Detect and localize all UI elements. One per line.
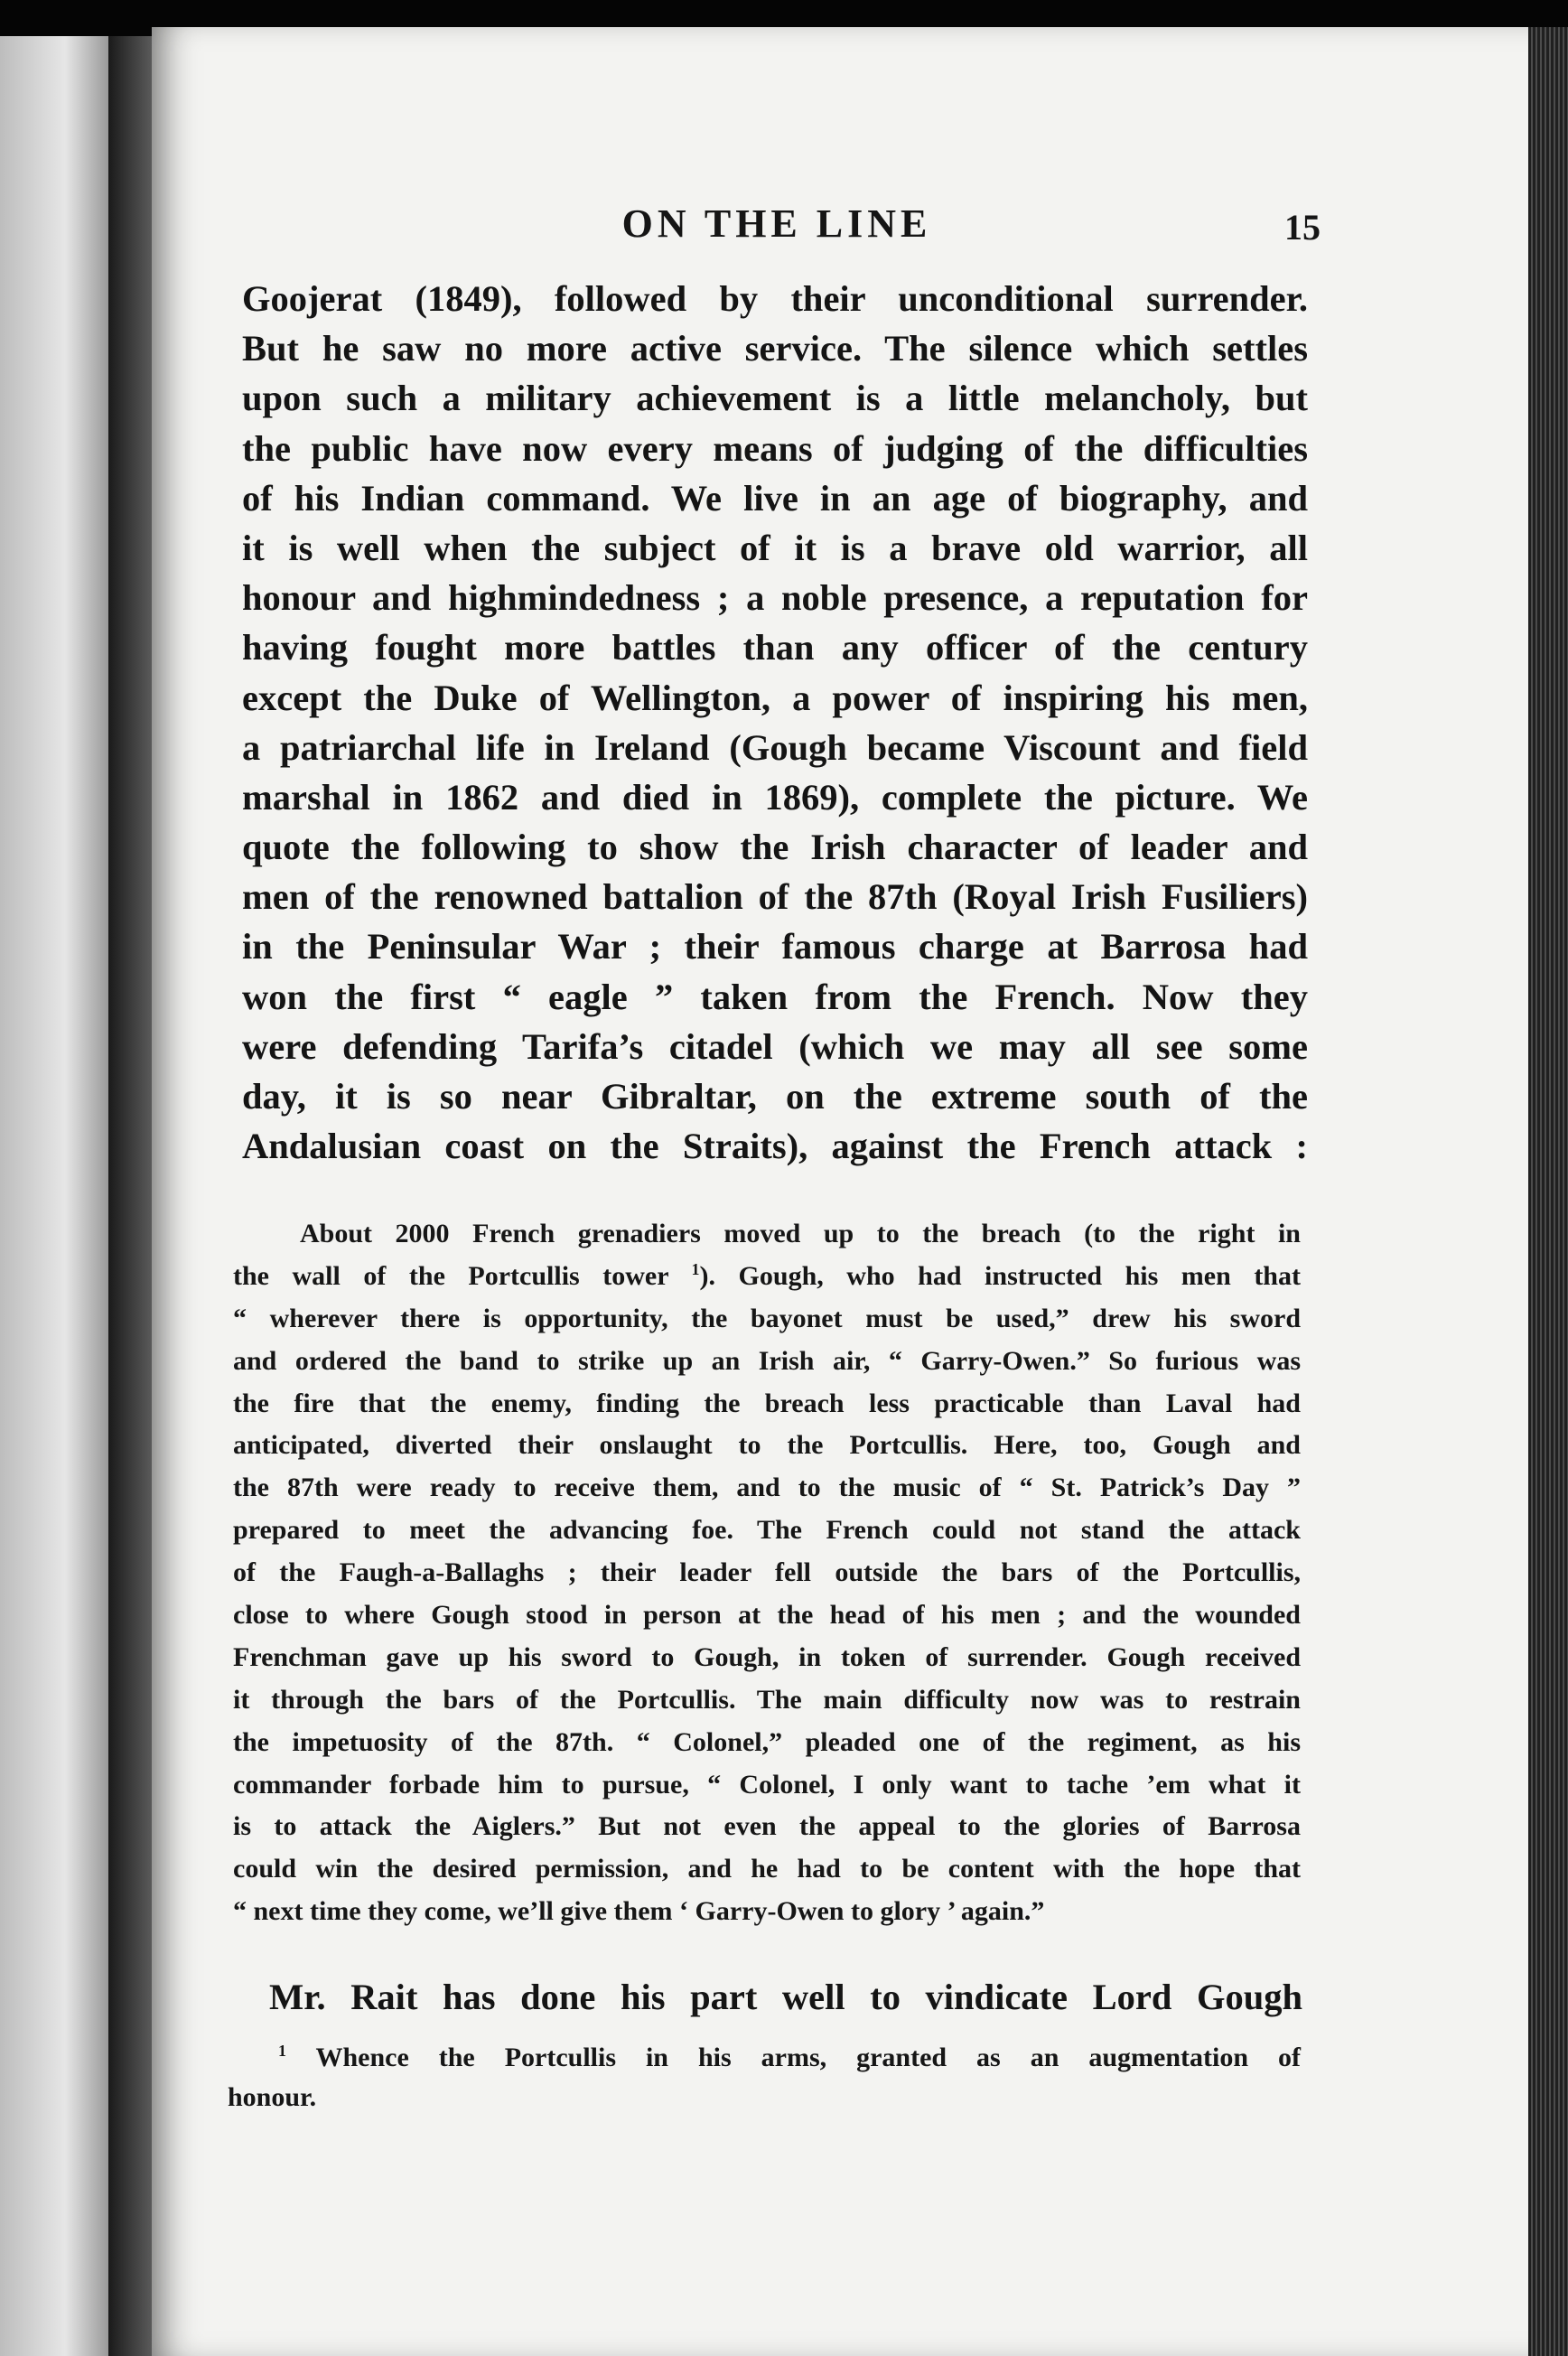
previous-page-edge <box>0 36 108 2356</box>
quote-line: prepared to meet the advancing foe. The French could not stand the attack <box>233 1515 1301 1546</box>
quote-line: commander forbade him to pursue, “ Colonel, I only want to tache ’em what it <box>233 1769 1301 1800</box>
body-line: men of the renowned battalion of the 87th (Royal Irish Fusiliers) <box>242 876 1308 918</box>
quote-line: of the Faugh-a-Ballaghs ; their leader fell outside the bars of the Portcullis, <box>233 1557 1301 1588</box>
body-line: having fought more battles than any officer of the century <box>242 627 1308 668</box>
quote-line: About 2000 French grenadiers moved up to the breach (to the right in <box>300 1219 1301 1248</box>
quote-line-tail: ). Gough, who had instructed his men that <box>699 1260 1301 1291</box>
body-line: marshal in 1862 and died in 1869), complete the picture. We <box>242 776 1308 818</box>
body-line: But he saw no more active service. The silence which settles <box>242 328 1308 369</box>
quote-line-head: the wall of the Portcullis tower <box>233 1260 668 1291</box>
quote-line: the impetuosity of the 87th. “ Colonel,” pleaded one of the regiment, as his <box>233 1726 1301 1757</box>
body-line: Goojerat (1849), followed by their unconditional surrender. <box>242 278 1308 319</box>
body-line: in the Peninsular War ; their famous charge at Barrosa had <box>242 926 1308 968</box>
body-line: were defending Tarifa’s citadel (which we may all see some <box>242 1025 1308 1067</box>
block-quote <box>233 1213 1301 1933</box>
body-line: the public have now every means of judging of the difficulties <box>242 427 1308 469</box>
quote-line: “ wherever there is opportunity, the bayonet must be used,” drew his sword <box>233 1303 1301 1333</box>
quote-line <box>233 1256 1301 1298</box>
quote-line: close to where Gough stood in person at the head of his men ; and the wounded <box>233 1600 1301 1631</box>
quote-line: Frenchman gave up his sword to Gough, in token of surrender. Gough received <box>233 1641 1301 1672</box>
quote-line: the 87th were ready to receive them, and to the music of “ St. Patrick’s Day ” <box>233 1472 1301 1503</box>
quote-line: is to attack the Aiglers.” But not even the appeal to the glories of Barrosa <box>233 1811 1301 1842</box>
body-line: upon such a military achievement is a little melancholy, but <box>242 378 1308 419</box>
footnote-line: honour. <box>228 2082 317 2112</box>
footnote-text: Whence the Portcullis in his arms, granted as an augmentation of <box>315 2043 1301 2072</box>
page-number: 15 <box>1284 207 1321 248</box>
footnote-line <box>228 2038 1301 2078</box>
footnote-reference: 1 <box>691 1259 700 1278</box>
body-line: honour and highmindedness ; a noble presence, a reputation for <box>242 577 1308 619</box>
quote-line: the fire that the enemy, finding the breach less practicable than Laval had <box>233 1388 1301 1418</box>
body-line: a patriarchal life in Ireland (Gough became Viscount and field <box>242 726 1308 768</box>
body-line: Andalusian coast on the Straits), against the French attack : <box>242 1126 1308 1167</box>
footnote <box>228 2038 1301 2118</box>
quote-line: and ordered the band to strike up an Irish air, “ Garry-Owen.” So furious was <box>233 1345 1301 1376</box>
quote-line: “ next time they come, we’ll give them ‘ Garry-Owen to glory ’ again.” <box>233 1896 1045 1927</box>
quote-line: could win the desired permission, and he had to be content with the hope that <box>233 1854 1301 1884</box>
body-line: except the Duke of Wellington, a power of inspiring his men, <box>242 677 1308 718</box>
body-line: quote the following to show the Irish character of leader and <box>242 827 1308 868</box>
footnote-marker: 1 <box>278 2042 286 2060</box>
quote-line: it through the bars of the Portcullis. The main difficulty now was to restrain <box>233 1684 1301 1715</box>
body-line: day, it is so near Gibraltar, on the extreme south of the <box>242 1076 1308 1117</box>
body-paragraph <box>242 274 1308 1171</box>
closing-line: Mr. Rait has done his part well to vindicate Lord Gough <box>269 1977 1302 2017</box>
body-line: of his Indian command. We live in an age of biography, and <box>242 477 1308 519</box>
running-title: ON THE LINE <box>621 201 932 246</box>
page-stack-edge <box>1528 27 1568 2356</box>
quote-line: anticipated, diverted their onslaught to the Portcullis. Here, too, Gough and <box>233 1430 1301 1461</box>
running-head <box>244 201 1321 255</box>
body-line: it is well when the subject of it is a brave old warrior, all <box>242 527 1308 568</box>
body-line: won the first “ eagle ” taken from the French. Now they <box>242 976 1308 1017</box>
